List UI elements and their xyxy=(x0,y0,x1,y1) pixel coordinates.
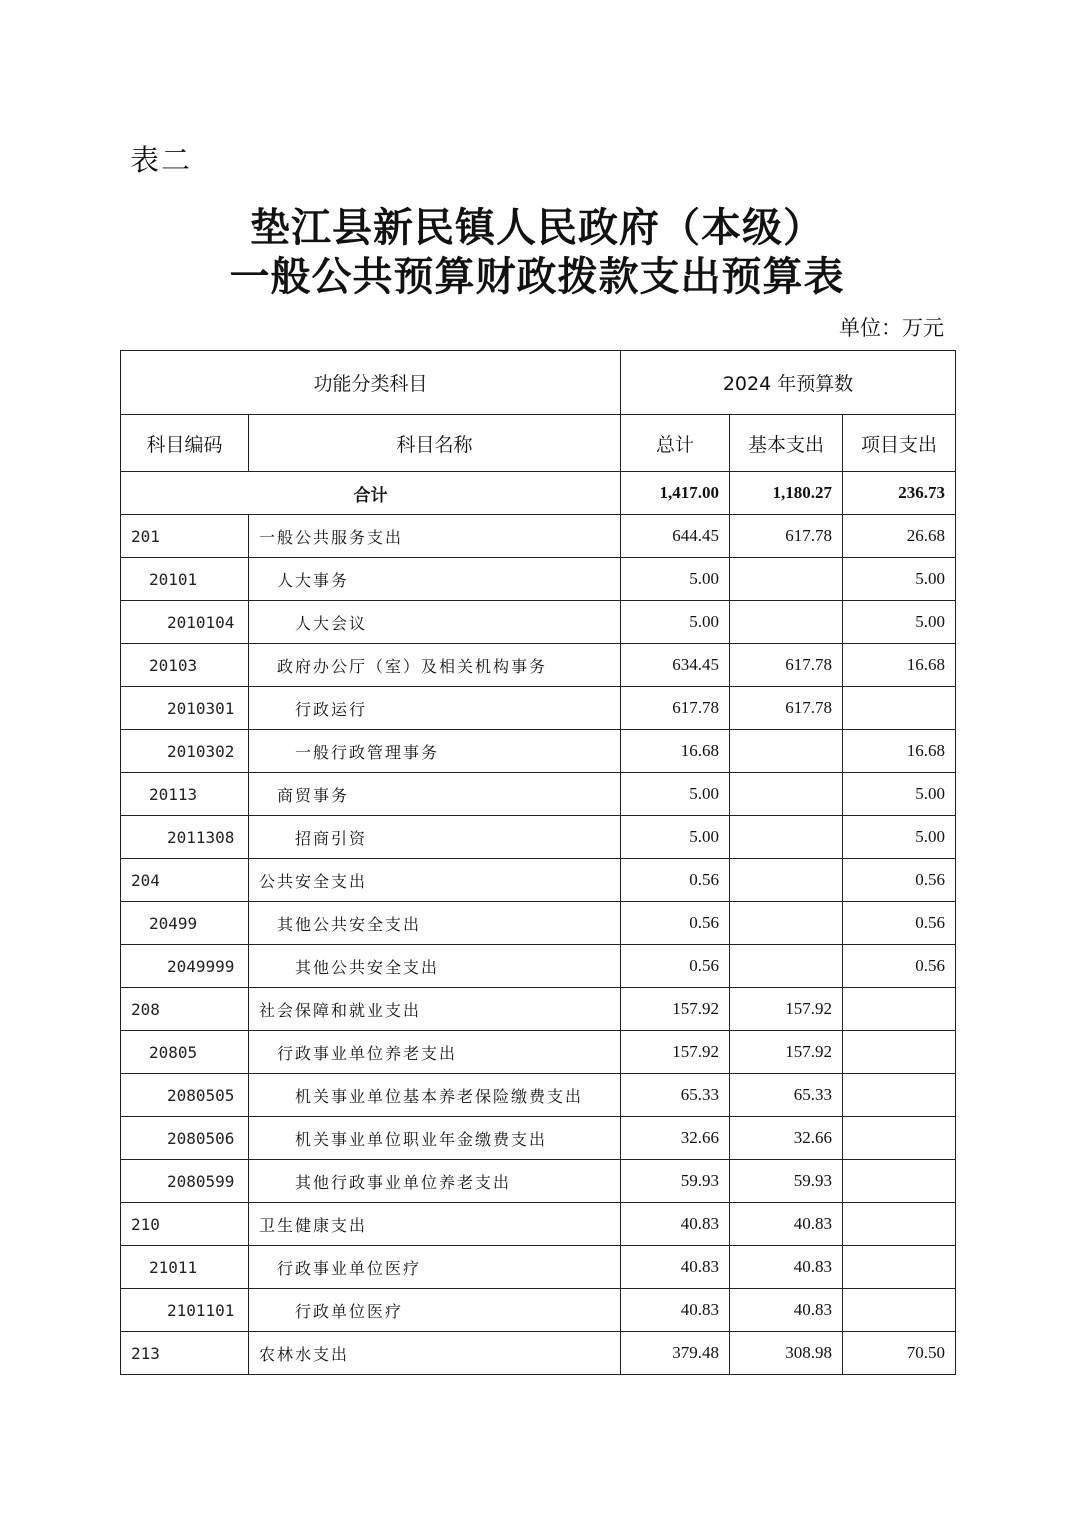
row-name: 社会保障和就业支出 xyxy=(249,988,621,1031)
table-row xyxy=(121,1332,956,1375)
row-project: 16.68 xyxy=(843,730,956,773)
row-total: 65.33 xyxy=(621,1074,730,1117)
row-code: 21011 xyxy=(121,1246,249,1289)
row-basic: 65.33 xyxy=(730,1074,843,1117)
header-budget-year: 2024 年预算数 xyxy=(621,351,956,415)
row-basic xyxy=(730,945,843,988)
row-code: 2049999 xyxy=(121,945,249,988)
row-total: 59.93 xyxy=(621,1160,730,1203)
row-name: 人大事务 xyxy=(249,558,621,601)
row-project: 70.50 xyxy=(843,1332,956,1375)
header-row-sub xyxy=(121,415,956,472)
row-total: 0.56 xyxy=(621,945,730,988)
row-code: 213 xyxy=(121,1332,249,1375)
row-project xyxy=(843,1160,956,1203)
header-category: 功能分类科目 xyxy=(121,351,621,415)
row-code: 20113 xyxy=(121,773,249,816)
total-total: 1,417.00 xyxy=(621,472,730,515)
row-basic: 59.93 xyxy=(730,1160,843,1203)
row-basic: 308.98 xyxy=(730,1332,843,1375)
header-basic: 基本支出 xyxy=(730,415,843,472)
row-name: 行政事业单位医疗 xyxy=(249,1246,621,1289)
document-title-line1: 垫江县新民镇人民政府（本级） xyxy=(250,204,824,251)
row-code: 2080599 xyxy=(121,1160,249,1203)
total-label: 合计 xyxy=(121,472,621,515)
row-total: 644.45 xyxy=(621,515,730,558)
row-name: 行政单位医疗 xyxy=(249,1289,621,1332)
row-total: 40.83 xyxy=(621,1289,730,1332)
row-code: 204 xyxy=(121,859,249,902)
row-project: 16.68 xyxy=(843,644,956,687)
row-name: 其他公共安全支出 xyxy=(249,902,621,945)
table-row xyxy=(121,730,956,773)
row-code: 2011308 xyxy=(121,816,249,859)
row-total: 157.92 xyxy=(621,988,730,1031)
header-code: 科目编码 xyxy=(121,415,249,472)
table-row xyxy=(121,687,956,730)
row-project: 0.56 xyxy=(843,902,956,945)
row-basic: 40.83 xyxy=(730,1203,843,1246)
row-total: 40.83 xyxy=(621,1203,730,1246)
total-basic: 1,180.27 xyxy=(730,472,843,515)
row-name: 机关事业单位基本养老保险缴费支出 xyxy=(249,1074,621,1117)
row-total: 5.00 xyxy=(621,773,730,816)
row-total: 5.00 xyxy=(621,816,730,859)
row-code: 208 xyxy=(121,988,249,1031)
row-name: 人大会议 xyxy=(249,601,621,644)
row-total: 379.48 xyxy=(621,1332,730,1375)
row-basic: 617.78 xyxy=(730,687,843,730)
header-total: 总计 xyxy=(621,415,730,472)
row-code: 20103 xyxy=(121,644,249,687)
table-row xyxy=(121,515,956,558)
table-row xyxy=(121,773,956,816)
row-code: 20805 xyxy=(121,1031,249,1074)
row-project: 0.56 xyxy=(843,945,956,988)
table-row xyxy=(121,1117,956,1160)
table-row xyxy=(121,816,956,859)
document-title-line2: 一般公共预算财政拨款支出预算表 xyxy=(229,253,845,300)
row-name: 农林水支出 xyxy=(249,1332,621,1375)
row-project xyxy=(843,687,956,730)
table-row xyxy=(121,558,956,601)
row-project: 0.56 xyxy=(843,859,956,902)
row-basic xyxy=(730,902,843,945)
row-project: 5.00 xyxy=(843,558,956,601)
row-basic: 617.78 xyxy=(730,644,843,687)
table-row xyxy=(121,1160,956,1203)
row-project: 5.00 xyxy=(843,816,956,859)
row-code: 2080505 xyxy=(121,1074,249,1117)
row-project: 5.00 xyxy=(843,601,956,644)
row-total: 5.00 xyxy=(621,601,730,644)
row-project xyxy=(843,1074,956,1117)
row-project xyxy=(843,988,956,1031)
table-row xyxy=(121,1074,956,1117)
row-total: 40.83 xyxy=(621,1246,730,1289)
row-basic: 157.92 xyxy=(730,1031,843,1074)
row-name: 卫生健康支出 xyxy=(249,1203,621,1246)
row-basic xyxy=(730,730,843,773)
header-project: 项目支出 xyxy=(843,415,956,472)
budget-table xyxy=(120,350,956,1375)
row-name: 机关事业单位职业年金缴费支出 xyxy=(249,1117,621,1160)
row-project xyxy=(843,1031,956,1074)
row-name: 一般行政管理事务 xyxy=(249,730,621,773)
row-total: 157.92 xyxy=(621,1031,730,1074)
row-name: 行政事业单位养老支出 xyxy=(249,1031,621,1074)
row-basic xyxy=(730,773,843,816)
table-row xyxy=(121,988,956,1031)
row-total: 5.00 xyxy=(621,558,730,601)
row-project xyxy=(843,1117,956,1160)
row-total: 16.68 xyxy=(621,730,730,773)
row-basic xyxy=(730,859,843,902)
row-name: 其他行政事业单位养老支出 xyxy=(249,1160,621,1203)
row-name: 招商引资 xyxy=(249,816,621,859)
table-row xyxy=(121,945,956,988)
row-project xyxy=(843,1246,956,1289)
row-total: 32.66 xyxy=(621,1117,730,1160)
table-row xyxy=(121,601,956,644)
row-basic xyxy=(730,558,843,601)
row-basic: 32.66 xyxy=(730,1117,843,1160)
row-project: 5.00 xyxy=(843,773,956,816)
row-basic xyxy=(730,601,843,644)
table-row xyxy=(121,1031,956,1074)
row-total: 0.56 xyxy=(621,859,730,902)
row-code: 2010104 xyxy=(121,601,249,644)
table-row xyxy=(121,1246,956,1289)
row-project: 26.68 xyxy=(843,515,956,558)
row-name: 一般公共服务支出 xyxy=(249,515,621,558)
row-code: 201 xyxy=(121,515,249,558)
table-row xyxy=(121,1203,956,1246)
table-row xyxy=(121,644,956,687)
total-row xyxy=(121,472,956,515)
header-row-top xyxy=(121,351,956,415)
row-code: 2010301 xyxy=(121,687,249,730)
row-name: 行政运行 xyxy=(249,687,621,730)
row-basic: 617.78 xyxy=(730,515,843,558)
row-name: 公共安全支出 xyxy=(249,859,621,902)
row-total: 0.56 xyxy=(621,902,730,945)
row-code: 2010302 xyxy=(121,730,249,773)
table-label: 表二 xyxy=(130,143,193,177)
row-basic: 40.83 xyxy=(730,1289,843,1332)
table-row xyxy=(121,1289,956,1332)
row-total: 617.78 xyxy=(621,687,730,730)
row-basic: 157.92 xyxy=(730,988,843,1031)
table-row xyxy=(121,859,956,902)
row-name: 其他公共安全支出 xyxy=(249,945,621,988)
row-code: 2080506 xyxy=(121,1117,249,1160)
row-project xyxy=(843,1203,956,1246)
total-project: 236.73 xyxy=(843,472,956,515)
row-code: 210 xyxy=(121,1203,249,1246)
row-project xyxy=(843,1289,956,1332)
header-name: 科目名称 xyxy=(249,415,621,472)
row-code: 2101101 xyxy=(121,1289,249,1332)
row-basic: 40.83 xyxy=(730,1246,843,1289)
table-row xyxy=(121,902,956,945)
row-total: 634.45 xyxy=(621,644,730,687)
row-name: 政府办公厅（室）及相关机构事务 xyxy=(249,644,621,687)
row-code: 20101 xyxy=(121,558,249,601)
unit-label: 单位：万元 xyxy=(839,316,944,340)
row-code: 20499 xyxy=(121,902,249,945)
row-basic xyxy=(730,816,843,859)
row-name: 商贸事务 xyxy=(249,773,621,816)
